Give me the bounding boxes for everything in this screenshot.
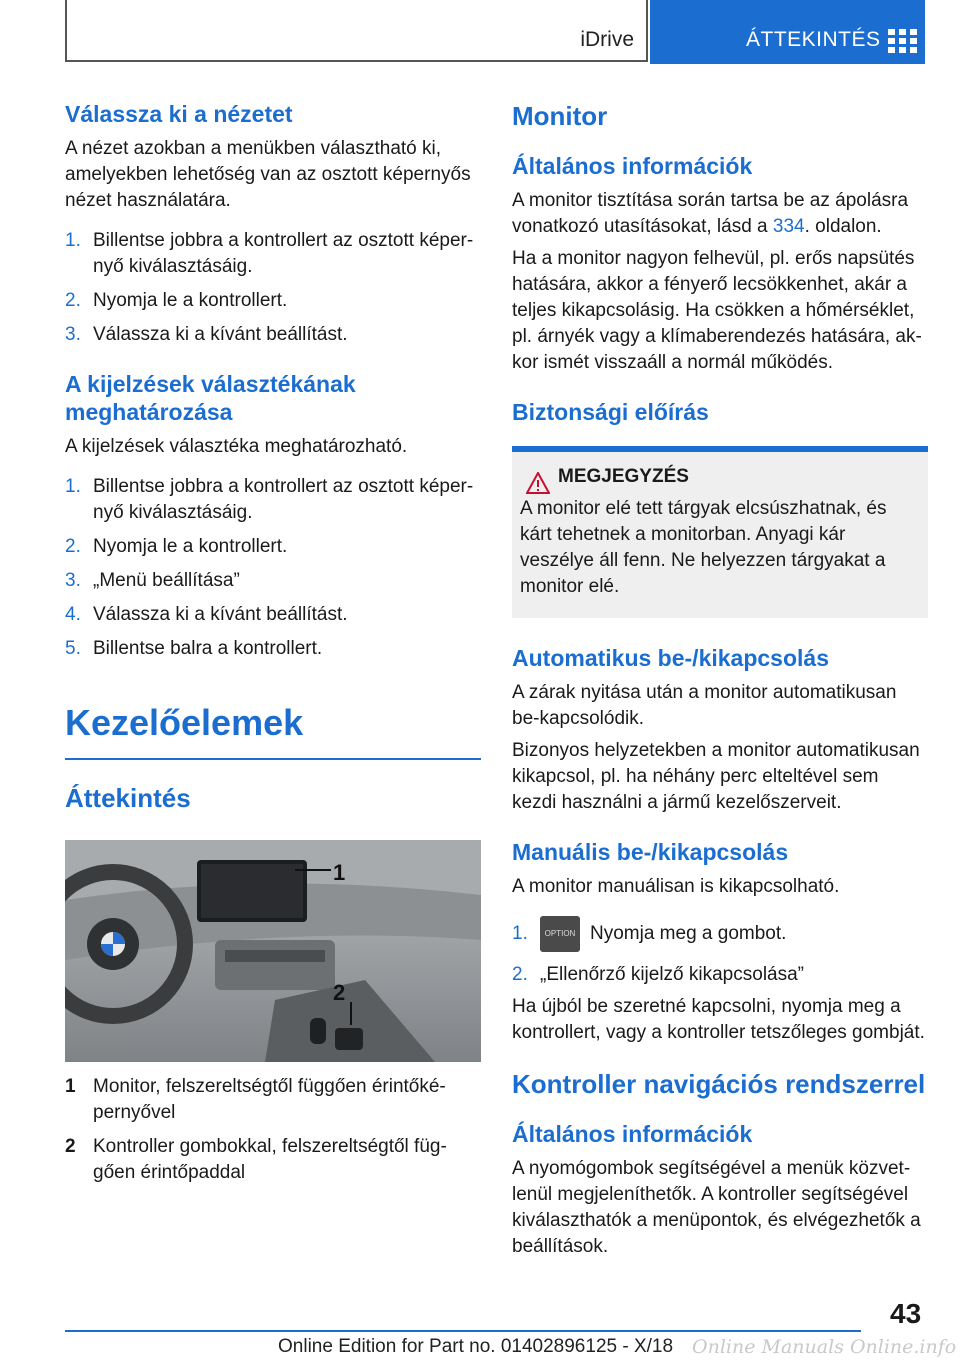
watermark: Online Manuals Online.info: [692, 1336, 957, 1358]
list-item: 4. Válassza ki a kívánt beállítást.: [65, 604, 348, 625]
warning-title: MEGJEGYZÉS: [558, 466, 689, 487]
paragraph-manual: A monitor manuálisan is kikapcsolható.: [512, 876, 840, 897]
warning-text: A monitor elé tett tárgyak elcsúszhatnak, és kárt tehetnek a monitorban. Anyagi kár veszélye áll fenn. Ne helyezzen tárgyakat a monitor elé.: [520, 498, 887, 597]
footer-rule: [65, 1330, 861, 1332]
heading-general-info: Általános információk: [512, 153, 753, 179]
header-section-box: [65, 0, 648, 62]
heading-display-selection: A kijelzések választékának meghatározása: [65, 371, 356, 425]
option-button[interactable]: OPTION: [540, 916, 580, 952]
grid-icon: [888, 29, 918, 53]
heading-rule: [65, 758, 481, 760]
paragraph-cleaning: A monitor tisztítása során tartsa be az ápolásra vonatkozó utasításokat, lásd a 334. oldalon.: [512, 190, 909, 237]
paragraph-manual-after: Ha újból be szeretné kapcsolni, nyomja meg a kontrollert, vagy a kontroller tetszőleges gombját.: [512, 996, 925, 1043]
list-item: 1. Billentse jobbra a kontrollert az osztott képer-nyő kiválasztásáig.: [65, 476, 474, 523]
steps-manual: [512, 914, 928, 988]
list-item: 1. Billentse jobbra a kontrollert az osztott képer-nyő kiválasztásáig.: [65, 230, 474, 277]
paragraph-display-selection: A kijelzések választéka meghatározható.: [65, 436, 408, 457]
header-chapter: ÁTTEKINTÉS: [746, 28, 881, 51]
heading-monitor: Monitor: [512, 101, 608, 131]
figure-label-2: 2: [333, 980, 346, 1005]
heading-safety: Biztonsági előírás: [512, 399, 709, 425]
left-column: [65, 100, 481, 1186]
heading-general-info-2: Általános információk: [512, 1121, 753, 1147]
heading-auto-onoff: Automatikus be-/kikapcsolás: [512, 645, 829, 671]
list-item: 1. OPTION Nyomja meg a gombot.: [512, 914, 928, 954]
figure-label-1: 1: [333, 860, 346, 885]
heading-manual-onoff: Manuális be-/kikapcsolás: [512, 839, 789, 865]
paragraph-auto-2: Bizonyos helyzetekben a monitor automatikusan kikapcsol, pl. ha néhány perc elteltével sem kezdi használni a jármű kezelőszerveit.: [512, 740, 920, 813]
list-item: 2. Nyomja le a kontrollert.: [65, 290, 288, 311]
heading-controller-nav: Kontroller navigációs rendszerrel: [512, 1069, 926, 1099]
header-section: iDrive: [580, 28, 634, 51]
list-item: 3. „Menü beállítása”: [65, 570, 240, 591]
warning-triangle-icon: [526, 472, 550, 494]
figure-legend: [65, 1074, 481, 1186]
paragraph-overheat: Ha a monitor nagyon felhevül, pl. erős napsütés hatására, akkor a fényerő lecsökkenhet, akár a teljes kikapcsolásig. Ha csökken a hőmérséklet, pl. árnyék vagy a klímaberendezés hatására, ak-kor ismét visszaáll a normál működés.: [512, 248, 922, 373]
header-chapter-box: [650, 0, 925, 64]
legend-item-1: 1 Monitor, felszereltségtől függően érintőké-pernyővel: [65, 1076, 446, 1123]
heading-overview: Áttekintés: [65, 783, 191, 813]
heading-controls: Kezelőelemek: [65, 702, 304, 743]
dashboard-image: [65, 840, 481, 1062]
page-link[interactable]: 334: [772, 216, 805, 237]
heading-select-view: Válassza ki a nézetet: [65, 101, 293, 127]
list-item: 2. „Ellenőrző kijelző kikapcsolása”: [512, 964, 804, 985]
list-item: 5. Billentse balra a kontrollert.: [65, 638, 323, 659]
warning-box: [512, 446, 928, 618]
list-item: 2. Nyomja le a kontrollert.: [65, 536, 288, 557]
paragraph-auto-1: A zárak nyitása után a monitor automatikusan be-kapcsolódik.: [512, 682, 897, 729]
paragraph-select-view: A nézet azokban a menükben választható ki, amelyekben lehetőség van az osztott képernyős nézet használatára.: [65, 138, 471, 211]
right-column: [512, 100, 928, 1260]
page-number: 43: [890, 1298, 922, 1329]
steps-select-view: [65, 228, 481, 348]
legend-item-2: 2 Kontroller gombokkal, felszereltségtől füg-gően érintőpaddal: [65, 1136, 447, 1183]
paragraph-controller: A nyomógombok segítségével a menük közvet-lenül megjeleníthetők. A kontroller segítségével kiválaszthatók a menüpontok, és elvégezhetők a beállítások.: [512, 1158, 921, 1257]
steps-display-selection: [65, 474, 481, 662]
list-item: 3. Válassza ki a kívánt beállítást.: [65, 324, 348, 345]
footer-edition: Online Edition for Part no. 01402896125 - X/18: [278, 1336, 674, 1357]
